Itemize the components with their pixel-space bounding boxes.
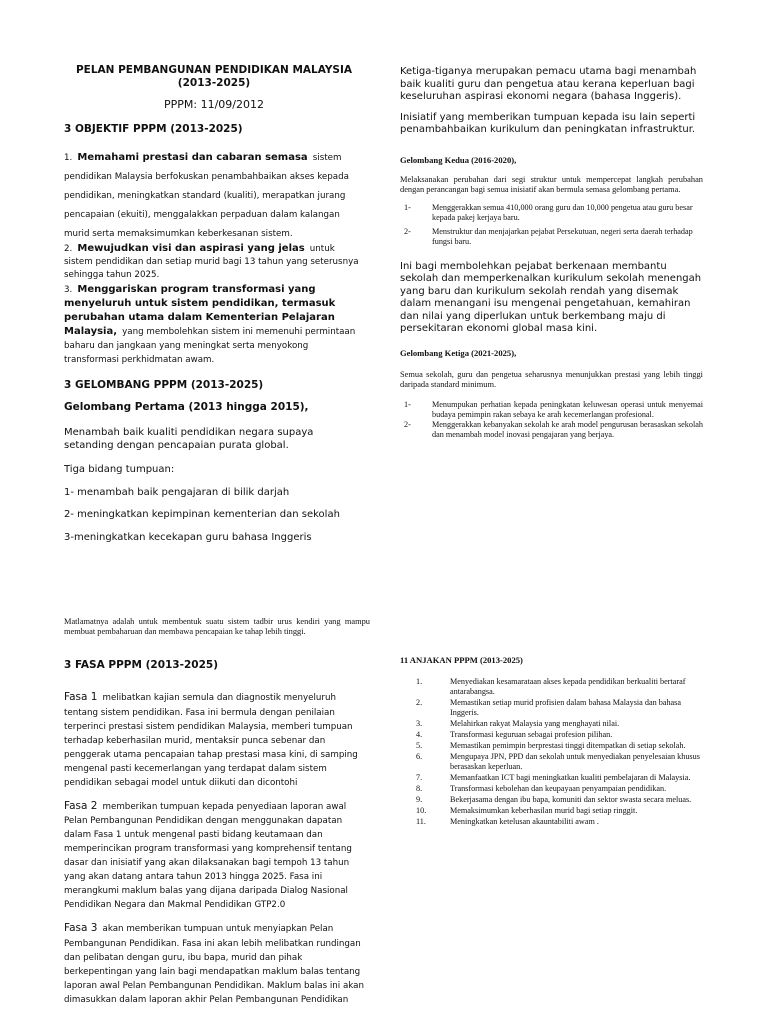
list-item: 4. Transformasi keguruan sebagai profesion pilihan. <box>416 730 613 739</box>
anjakan-section <box>400 655 700 828</box>
list-item: 7. Memanfaatkan ICT bagi meningkatkan kualiti pembelajaran di Malaysia. <box>416 773 691 782</box>
matlamat-text: Matlamatnya adalah untuk membentuk suatu sistem tadbir urus kendiri yang mampu membuat pembaharuan dan membawa pencapaian ke tahap lebih tinggi. <box>64 617 370 636</box>
bidang-item: 1- menambah baik pengajaran di bilik darjah <box>64 486 290 498</box>
list-item: 3. Melahirkan rakyat Malaysia yang menghayati nilai. <box>416 719 620 728</box>
list-item: 1. Menyediakan kesamarataan akses kepada pendidikan berkualiti bertaraf antarabangsa. <box>416 677 686 696</box>
bidang-item: 2- meningkatkan kepimpinan kementerian dan sekolah <box>64 509 340 520</box>
tiga-bidang-label: Tiga bidang tumpuan: <box>64 464 175 475</box>
fasa-item: Fasa 1 melibatkan kajian semula dan diagnostik menyeluruh tentang sistem pendidikan. Fasa ini bermula dengan penilaian terperinci prestasi sistem pendidikan Malaysia, memberi tumpuan terhadap keberhasilan murid, mentaksir punca sebenar dan penggerak utama pencapaian tahap prestasi masa kini, di samping mengenal pasti kecemerlangan yang terdapat dalam sistem pendidikan sebagai model untuk diikuti dan dicontohi <box>64 691 358 788</box>
gelombang-kedua-text: Melaksanakan perubahan dari segi struktur untuk mempercepat langkah perubahan dengan perancangan bagi semua inisiatif akan bermula semasa gelombang pertama. <box>400 174 703 194</box>
document-date: PPPM: 11/09/2012 <box>164 98 264 111</box>
list-item: 6. Mengupaya JPN, PPD dan sekolah untuk menyediakan penyelesaian khusus berasaskan keperluan. <box>416 752 700 771</box>
fasa-item: Fasa 2 memberikan tumpuan kepada penyediaan laporan awal Pelan Pembangunan Pendidikan dengan menggunakan dapatan dalam Fasa 1 untuk mengenal pasti bidang keutamaan dan memperincikan program transformasi yang komprehensif tentang dasar dan inisiatif yang akan dilaksanakan bagi tempoh 13 tahun yang akan datang antara tahun 2013 hingga 2025. Fasa ini merangkumi maklum balas yang dijana daripada Dialog Nasional Pendidikan Negara dan Makmal Pendidikan GTP2.0 <box>64 799 352 910</box>
fasa-heading: 3 FASA PPPM (2013-2025) <box>64 659 218 671</box>
list-item: 9. Bekerjasama dengan ibu bapa, komuniti dan sektor swasta secara meluas. <box>416 795 692 804</box>
gelombang-pertama-heading: Gelombang Pertama (2013 hingga 2015), <box>64 401 309 413</box>
list-item: 5. Memastikan pemimpin berprestasi tinggi ditempatkan di setiap sekolah. <box>416 741 686 750</box>
list-item: 2- Menstruktur dan menjajarkan pejabat Persekutuan, negeri serta daerah terhadap fungsi baru. <box>404 226 693 246</box>
gelombang-ketiga-text: Semua sekolah, guru dan pengetua seharusnya menunjukkan prestasi yang lebih tinggi daripada standard minimum. <box>400 369 703 389</box>
list-item: 10. Memaksimumkan keberhasilan murid bagi setiap ringgit. <box>416 806 638 815</box>
anjakan-list <box>400 677 700 827</box>
document-title: PELAN PEMBANGUNAN PENDIDIKAN MALAYSIA (2013-2025) <box>75 64 353 89</box>
objektif-item: 3. Menggariskan program transformasi yang menyeluruh untuk sistem pendidikan, termasuk perubahan utama dalam Kementerian Pelajaran Malaysia, yang membolehkan sistem ini memenuhi permintaan baharu dan jangkaan yang meningkat serta menyokong transformasi perkhidmatan awam. <box>64 284 356 365</box>
gelombang-kedua-list <box>400 203 703 247</box>
gelombang-ketiga-list <box>400 400 703 440</box>
list-item: 8. Transformasi kebolehan dan keupayaan penyampaian pendidikan. <box>416 784 667 793</box>
list-item: 1- Menumpukan perhatian kepada peningkatan keluwesan operasi untuk menyemai budaya pemimpin rakan sebaya ke arah kecemerlangan profesional. <box>404 399 703 419</box>
inisiatif-text: Inisiatif yang memberikan tumpuan kepada isu lain seperti penambahbaikan kurikulum dan peningkatan infrastruktur. <box>400 111 696 135</box>
objektif-heading: 3 OBJEKTIF PPPM (2013-2025) <box>64 123 243 135</box>
ketiga-tiganya-text: Ketiga-tiganya merupakan pemacu utama bagi menambah baik kualiti guru dan pengetua atau kerana keperluan bagi keseluruhan aspirasi ekonomi negara (bahasa Inggeris). <box>400 66 697 102</box>
objektif-item: 1. Memahami prestasi dan cabaran semasa sistem pendidikan Malaysia berfokuskan penambahbaikan akses kepada pendidikan, meningkatkan standard (kualiti), merapatkan jurang pencapaian (ekuiti), menggalakkan perpaduan dalam kalangan murid serta memaksimumkan keberkesanan sistem. <box>64 152 349 239</box>
gelombang-pertama-text: Menambah baik kualiti pendidikan negara supaya setanding dengan pencapaian purata global. <box>64 427 314 451</box>
gelombang-ketiga-heading: Gelombang Ketiga (2021-2025), <box>400 347 517 358</box>
left-column-top <box>64 64 364 544</box>
gelombang-heading: 3 GELOMBANG PPPM (2013-2025) <box>64 379 264 391</box>
bidang-item: 3-meningkatkan kecekapan guru bahasa Inggeris <box>64 531 312 543</box>
list-item: 1- Menggerakkan semua 410,000 orang guru dan 10,000 pengetua atau guru besar kepada pakej kerjaya baru. <box>404 202 693 222</box>
right-column-top <box>400 66 703 440</box>
fasa-section <box>64 659 364 1005</box>
list-item: 2- Menggerakkan kebanyakan sekolah ke arah model pengurusan berasaskan sekolah dan menambah model inovasi pengajaran yang berjaya. <box>404 419 703 439</box>
list-item: 11. Meningkatkan ketelusan akauntabiliti awam . <box>416 817 599 826</box>
anjakan-heading: 11 ANJAKAN PPPM (2013-2025) <box>400 655 523 665</box>
gelombang-kedua-heading: Gelombang Kedua (2016-2020), <box>400 154 517 165</box>
fasa-item: Fasa 3 akan memberikan tumpuan untuk menyiapkan Pelan Pembangunan Pendidikan. Fasa ini akan lebih melibatkan rundingan dan pelibatan dengan guru, ibu bapa, murid dan pihak berkepentingan yang lain bagi mendapatkan maklum balas tentang laporan awal Pelan Pembangunan Pendidikan. Maklum balas ini akan dimasukkan dalam laporan akhir Pelan Pembangunan Pendidikan <box>64 922 364 1005</box>
objektif-item: 2. Mewujudkan visi dan aspirasi yang jelas untuk sistem pendidikan dan setiap murid bagi 13 tahun yang seterusnya sehingga tahun 2025. <box>64 243 359 280</box>
ini-bagi-text: Ini bagi membolehkan pejabat berkenaan membantu sekolah dan memperkenalkan kurikulum sekolah menengah yang baru dan kurikulum sekolah rendah yang disemak dalam menangani isu mengenai pengetahuan, kemahiran dan nilai yang diperlukan untuk berkembang maju di persekitaran ekonomi global masa kini. <box>400 260 702 334</box>
list-item: 2. Memastikan setiap murid profisien dalam bahasa Malaysia dan bahasa Inggeris. <box>416 698 681 717</box>
